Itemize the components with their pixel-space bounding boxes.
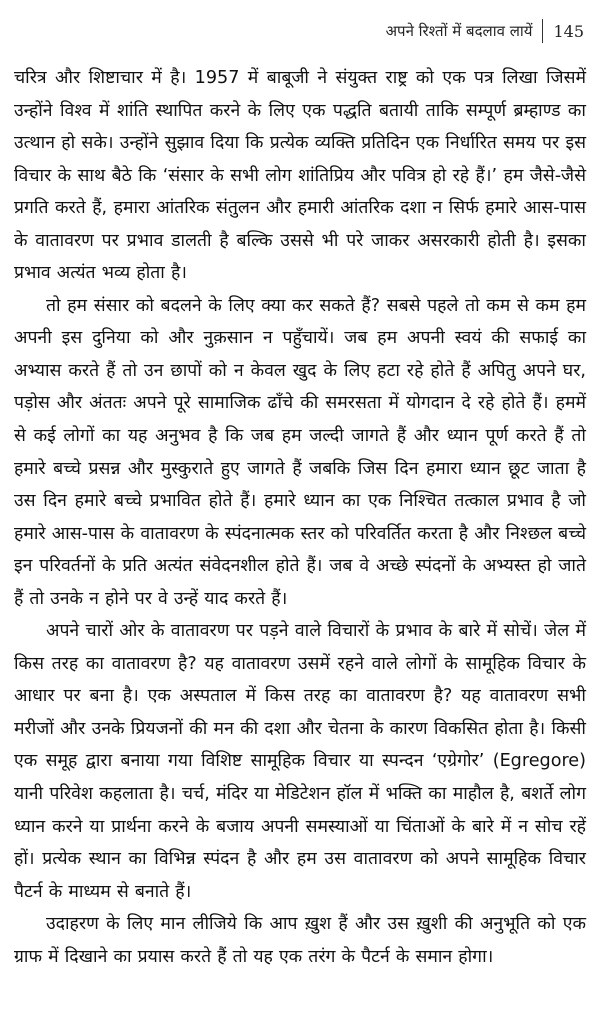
chapter-title: अपने रिश्तों में बदलाव लायें <box>385 22 533 40</box>
header-divider <box>542 19 543 43</box>
paragraph: उदाहरण के लिए मान लीजिये कि आप ख़ुश हैं और उस ख़ुशी की अनुभूति को एक ग्राफ में दिखाने का प्रयास करते हैं तो यह एक तरंग के पैटर्न के समान होगा। <box>14 914 586 967</box>
paragraph: तो हम संसार को बदलने के लिए क्या कर सकते हैं? सबसे पहले तो कम से कम हम अपनी इस दुनिया को और नुक़सान न पहुँचायें। जब हम अपनी स्वयं की सफाई का अभ्यास करते हैं तो उन छापों को न केवल खुद के लिए हटा रहे होते हैं अपितु अपने घर, पड़ोस और अंततः अपने पूरे सामाजिक ढाँचे की समरसता में योगदान दे रहे होते हैं। हममें से कई लोगों का यह अनुभव है कि जब हम जल्दी जागते हैं और ध्यान पूर्ण करते हैं तो हमारे बच्चे प्रसन्न और मुस्कुराते हुए जागते हैं जबकि जिस दिन हमारा ध्यान छूट जाता है उस दिन हमारे बच्चे प्रभावित होते हैं। हमारे ध्यान का एक निश्चित तत्काल प्रभाव है जो हमारे आस-पास के वातावरण के स्पंदनात्मक स्तर को परिवर्तित करता है और निश्छल बच्चे इन परिवर्तनों के प्रति अत्यंत संवेदनशील होते हैं। जब वे अच्छे स्पंदनों के अभ्यस्त हो जाते हैं तो उनके न होने पर वे उन्हें याद करते हैं। <box>14 295 586 609</box>
paragraph: अपने चारों ओर के वातावरण पर पड़ने वाले विचारों के प्रभाव के बारे में सोचें। जेल में किस तरह का वातावरण है? यह वातावरण उसमें रहने वाले लोगों के सामूहिक विचार के आधार पर बना है। एक अस्पताल में किस तरह का वातावरण है? यह वातावरण सभी मरीजों और उनके प्रियजनों की मन की दशा और चेतना के कारण विकसित होता है। किसी एक समूह द्वारा बनाया गया विशिष्ट सामूहिक विचार या स्पन्दन ‘एग्रेगोर’ (Egregore) यानी परिवेश कहलाता है। चर्च, मंदिर या मेडिटेशन हॉल में भक्ति का माहौल है, बशर्ते लोग ध्यान करने या प्रार्थना करने के बजाय अपनी समस्याओं या चिंताओं के बारे में न सोच रहें हों। प्रत्येक स्थान का विभिन्न स्पंदन है और हम उस वातावरण को अपने सामूहिक विचार पैटर्न के माध्यम से बनाते हैं। <box>14 621 586 902</box>
running-header <box>386 18 584 44</box>
page-number: 145 <box>553 21 584 41</box>
body-text <box>14 62 586 973</box>
paragraph: चरित्र और शिष्टाचार में है। 1957 में बाबूजी ने संयुक्त राष्ट्र को एक पत्र लिखा जिसमें उन्होंने विश्व में शांति स्थापित करने के लिए एक पद्धति बतायी ताकि सम्पूर्ण ब्रम्हाण्ड का उत्थान हो सके। उन्होंने सुझाव दिया कि प्रत्येक व्यक्ति प्रतिदिन एक निर्धारित समय पर इस विचार के साथ बैठे कि ‘संसार के सभी लोग शांतिप्रिय और पवित्र हो रहे हैं।’ हम जैसे-जैसे प्रगति करते हैं, हमारा आंतरिक संतुलन और हमारी आंतरिक दशा न सिर्फ हमारे आस-पास के वातावरण पर प्रभाव डालती है बल्कि उससे भी परे जाकर असरकारी होती है। इसका प्रभाव अत्यंत भव्य होता है। <box>14 68 586 284</box>
